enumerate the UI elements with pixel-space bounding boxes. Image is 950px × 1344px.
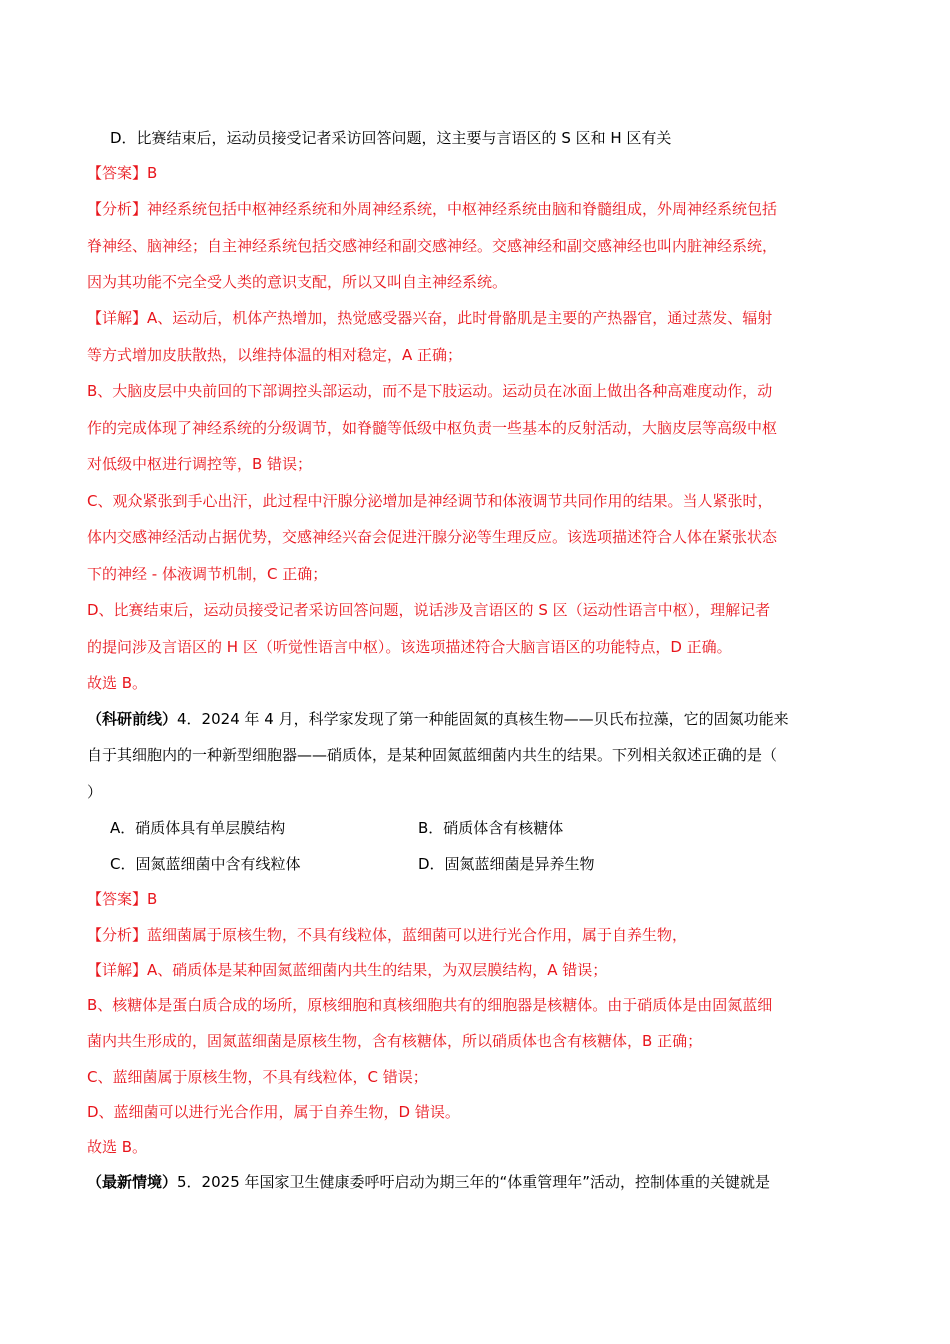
q3-analysis-line-3: 因为其功能不完全受人类的意识支配，所以又叫自主神经系统。	[87, 273, 508, 291]
q4-stem-text: 4．2024 年 4 月，科学家发现了第一种能固氮的真核生物——贝氏布拉藻，它的固氮功能来	[177, 710, 789, 728]
q3-detail-line-5: 对低级中枢进行调控等，B 错误；	[87, 455, 313, 473]
q4-stem-line-1	[87, 709, 789, 729]
q4-analysis: 【分析】蓝细菌属于原核生物，不具有线粒体，蓝细菌可以进行光合作用，属于自养生物，	[87, 926, 688, 944]
q3-analysis-line-1: 【分析】神经系统包括中枢神经系统和外周神经系统，中枢神经系统由脑和脊髓组成，外周神经系统包括	[87, 200, 778, 218]
q4-option-b: B．硝质体含有核糖体	[418, 819, 564, 837]
q3-detail-line-10: 的提问涉及言语区的 H 区（听觉性语言中枢）。该选项描述符合大脑言语区的功能特点，D 正确。	[87, 638, 732, 656]
q3-detail-line-8: 下的神经 - 体液调节机制，C 正确；	[87, 565, 328, 583]
q3-detail-line-2: 等方式增加皮肤散热，以维持体温的相对稳定，A 正确；	[87, 346, 463, 364]
q4-answer: 【答案】B	[87, 890, 158, 908]
q4-stem-line-2: 自于其细胞内的一种新型细胞器——硝质体，是某种固氮蓝细菌内共生的结果。下列相关叙述正确的是（	[87, 746, 778, 764]
q3-detail-line-3: B、大脑皮层中央前回的下部调控头部运动，而不是下肢运动。运动员在冰面上做出各种高难度动作，动	[87, 382, 773, 400]
q4-detail-line-3: 菌内共生形成的，固氮蓝细菌是原核生物，含有核糖体，所以硝质体也含有核糖体，B 正确；	[87, 1032, 703, 1050]
q3-option-d: D．比赛结束后，运动员接受记者采访回答问题，这主要与言语区的 S 区和 H 区有关	[110, 129, 672, 147]
q3-detail-line-9: D、比赛结束后，运动员接受记者采访回答问题，说话涉及言语区的 S 区（运动性语言中枢），理解记者	[87, 601, 771, 619]
q3-analysis-line-2: 脊神经、脑神经；自主神经系统包括交感神经和副交感神经。交感神经和副交感神经也叫内脏神经系统，	[87, 237, 778, 255]
q4-option-d: D．固氮蓝细菌是异养生物	[418, 855, 595, 873]
q4-conclusion: 故选 B。	[87, 1138, 148, 1156]
q4-tag: （科研前线）	[87, 710, 178, 728]
q4-detail-line-4: C、蓝细菌属于原核生物，不具有线粒体，C 错误；	[87, 1068, 428, 1086]
q4-detail-line-1: 【详解】A、硝质体是某种固氮蓝细菌内共生的结果，为双层膜结构，A 错误；	[87, 961, 608, 979]
q3-answer: 【答案】B	[87, 164, 158, 182]
q4-option-c: C．固氮蓝细菌中含有线粒体	[110, 855, 301, 873]
q3-detail-line-7: 体内交感神经活动占据优势，交感神经兴奋会促进汗腺分泌等生理反应。该选项描述符合人体在紧张状态	[87, 528, 778, 546]
q4-detail-line-2: B、核糖体是蛋白质合成的场所，原核细胞和真核细胞共有的细胞器是核糖体。由于硝质体是由固氮蓝细	[87, 996, 773, 1014]
q4-detail-line-5: D、蓝细菌可以进行光合作用，属于自养生物，D 错误。	[87, 1103, 460, 1121]
q4-stem-line-3: ）	[87, 783, 103, 801]
q3-detail-line-1: 【详解】A、运动后，机体产热增加，热觉感受器兴奋，此时骨骼肌是主要的产热器官，通过蒸发、辐射	[87, 309, 773, 327]
q3-detail-line-6: C、观众紧张到手心出汗，此过程中汗腺分泌增加是神经调节和体液调节共同作用的结果。当人紧张时，	[87, 492, 773, 510]
q3-conclusion: 故选 B。	[87, 674, 148, 692]
q5-stem-text: 5．2025 年国家卫生健康委呼吁启动为期三年的“体重管理年”活动，控制体重的关键就是	[177, 1173, 771, 1191]
q5-stem-line-1	[87, 1172, 770, 1192]
q3-detail-line-4: 作的完成体现了神经系统的分级调节，如脊髓等低级中枢负责一些基本的反射活动，大脑皮层等高级中枢	[87, 419, 778, 437]
q5-tag: （最新情境）	[87, 1173, 178, 1191]
q4-option-a: A．硝质体具有单层膜结构	[110, 819, 286, 837]
